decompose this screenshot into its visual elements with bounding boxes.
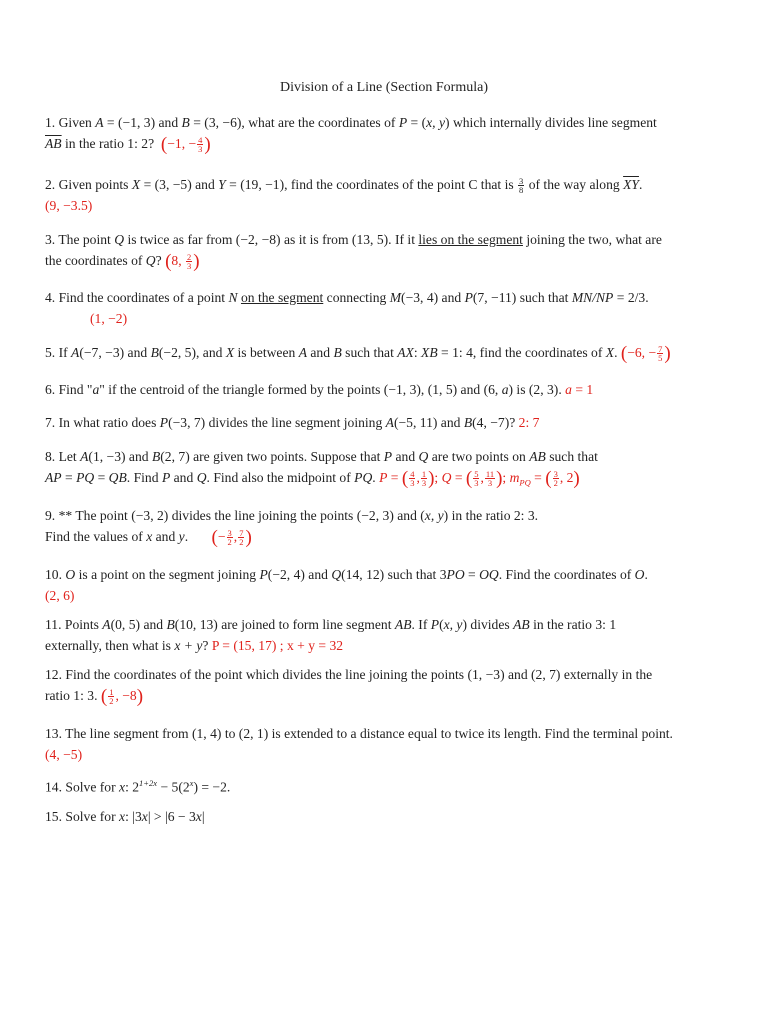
answer-4: (1, −2) xyxy=(90,311,128,326)
question-12: 12. Find the coordinates of the point which divides the line joining the points (1, −3) and (2, 7) externally in the ratio 1: 3. ( $\frac{1}{2}$ , −8) xyxy=(45,667,653,707)
question-9: 9. ** The point (−3, 2) divides the line joining the points (−2, 3) and (x, y) in the ratio 2: 3. Find the values of x and y. (− $\frac{3}{2}$ , $\frac{7}{2}$ ) xyxy=(45,508,539,548)
answer-3: (8, $\frac{2}{3}$ ) xyxy=(165,251,200,272)
page-title: Division of a Line (Section Formula) xyxy=(279,80,489,95)
answer-8: P = ( $\frac{4}{3}$ , $\frac{1}{3}$ ); Q = ( $\frac{5}{3}$ , $\frac{11}{3}$ ); $m_{PQ}$ = ( $\frac{3}{2}$ , 2) xyxy=(379,468,580,489)
question-13: 13. The line segment from (1, 4) to (2, 1) is extended to a distance equal to twice its length. Find the terminal point. (4, −5) xyxy=(45,726,673,762)
question-2: 2. Given points X = (3, −5) and Y = (19, −1), find the coordinates of the point C that is $\frac{3}{8}$ of the way along $\overline{XY}$. (9, −3.5) xyxy=(45,176,643,213)
answer-7: 2: 7 xyxy=(518,415,540,430)
answer-12: ( $\frac{1}{2}$ , −8) xyxy=(100,686,144,707)
question-6: 6. Find "a" if the centroid of the triangle formed by the points (−1, 3), (1, 5) and (6, a) is (2, 3). a = 1 xyxy=(45,382,594,397)
answer-1: (−1, − $\frac{4}{3}$ ) xyxy=(160,134,211,155)
answer-10: (2, 6) xyxy=(45,588,75,603)
answer-2: (9, −3.5) xyxy=(45,198,93,213)
answer-9: (− $\frac{3}{2}$ , $\frac{7}{2}$ ) xyxy=(211,527,252,548)
question-14: 14. Solve for x: $2^{1+2x} - 5(2^x) = -2$. xyxy=(45,778,231,795)
question-15: 15. Solve for x: |3x| > |6 − 3x| xyxy=(45,809,205,824)
question-11: 11. Points A(0, 5) and B(10, 13) are joined to form line segment AB. If P(x, y) divides AB in the ratio 3: 1 externally, then what is x + y? P = (15, 17) ; x + y = 32 xyxy=(45,617,617,653)
question-7: 7. In what ratio does P(−3, 7) divides the line segment joining A(−5, 11) and B(4, −7)? 2: 7 xyxy=(45,415,540,430)
question-4: 4. Find the coordinates of a point N on the segment connecting M(−3, 4) and P(7, −11) such that MN/NP = 2/3. (1, −2) xyxy=(45,290,649,326)
question-1: 1. Given A = (−1, 3) and B = (3, −6), what are the coordinates of P = (x, y) which internally divides line segment $\overline{AB}$ in the ratio 1: 2? (−1, − $\frac{4}{3}$ ) xyxy=(45,115,657,155)
answer-6: a = 1 xyxy=(565,382,594,397)
answer-5: (−6, − $\frac{7}{5}$ ) xyxy=(620,343,671,364)
question-10: 10. O is a point on the segment joining P(−2, 4) and Q(14, 12) such that 3PO = OQ. Find the coordinates of O. (2, 6) xyxy=(45,567,648,603)
answer-13: (4, −5) xyxy=(45,747,83,762)
question-3: 3. The point Q is twice as far from (−2, −8) as it is from (13, 5). If it lies on the segment joining the two, what are the coordinates of Q? (8, $\frac{2}{3}$ ) xyxy=(45,232,662,272)
answer-11: P = (15, 17) ; x + y = 32 xyxy=(211,638,344,653)
question-5: 5. If A(−7, −3) and B(−2, 5), and X is between A and B such that AX: XB = 1: 4, find the coordinates of X. (−6, − $\frac{7}{5}$ ) xyxy=(45,343,671,364)
question-8: 8. Let A(1, −3) and B(2, 7) are given two points. Suppose that P and Q are two points on AB such that AP = PQ = QB. Find P and Q. Find also the midpoint of PQ. P = ( $\frac{4}{3}$ , $\frac{1}{3}$ ); Q = ( $\frac{5}{3}$ , $\frac{11}{3}$ ); $m_{PQ}$ = ( $\frac{3}{2}$ , 2) xyxy=(45,449,598,489)
